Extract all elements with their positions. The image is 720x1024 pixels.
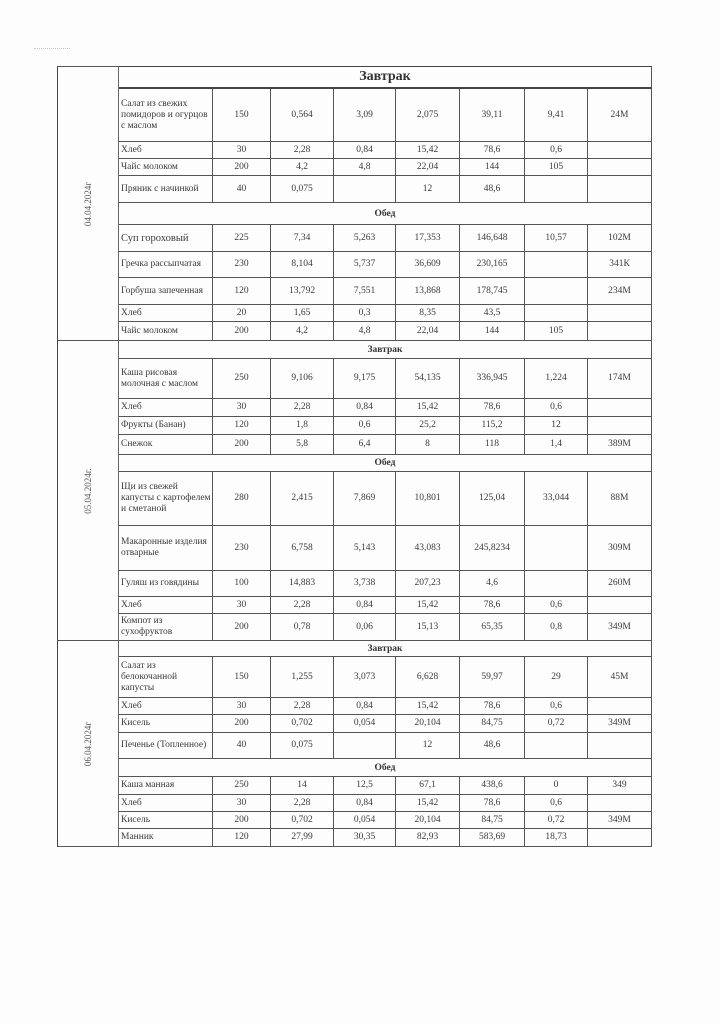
table-cell-recipe-number — [588, 597, 652, 614]
table-cell-portion: 200 — [213, 435, 271, 455]
table-cell-recipe-number — [588, 829, 652, 847]
table-cell-recipe-number: 349М — [588, 614, 652, 641]
table-cell-vitamin-c: 0,6 — [525, 142, 588, 159]
table-cell-recipe-number — [588, 795, 652, 812]
table-cell-dish-name: Чайс молоком — [119, 322, 213, 341]
table-cell-vitamin-c — [525, 278, 588, 305]
table-cell-calories: 39,11 — [460, 89, 525, 142]
table-cell-dish-name: Щи из свежей капусты с картофелем и сметаной — [119, 472, 213, 526]
table-cell-fat: 9,175 — [334, 359, 396, 399]
table-cell-protein: 4,2 — [271, 159, 334, 176]
table-cell-calories: 144 — [460, 322, 525, 341]
table-cell-portion: 225 — [213, 225, 271, 252]
table-cell-vitamin-c: 105 — [525, 159, 588, 176]
table-cell-fat — [334, 176, 396, 203]
table-cell-portion: 200 — [213, 159, 271, 176]
table-cell-fat: 3,09 — [334, 89, 396, 142]
meal-section-header: Завтрак — [119, 341, 652, 359]
table-cell-calories: 48,6 — [460, 733, 525, 759]
table-cell-carbohydrates: 8 — [396, 435, 460, 455]
table-cell-calories: 336,945 — [460, 359, 525, 399]
table-cell-fat: 0,054 — [334, 812, 396, 829]
table-cell-protein: 9,106 — [271, 359, 334, 399]
table-cell-portion: 230 — [213, 252, 271, 278]
table-cell-recipe-number: 102М — [588, 225, 652, 252]
table-cell-protein: 5,8 — [271, 435, 334, 455]
table-cell-recipe-number: 234М — [588, 278, 652, 305]
table-cell-dish-name: Макаронные изделия отварные — [119, 526, 213, 571]
table-cell-fat: 5,263 — [334, 225, 396, 252]
table-cell-protein: 14,883 — [271, 571, 334, 597]
table-cell-carbohydrates: 13,868 — [396, 278, 460, 305]
table-cell-dish-name: Печенье (Топленное) — [119, 733, 213, 759]
table-cell-calories: 144 — [460, 159, 525, 176]
table-cell-vitamin-c: 1,4 — [525, 435, 588, 455]
table-cell-protein: 0,78 — [271, 614, 334, 641]
table-cell-carbohydrates: 17,353 — [396, 225, 460, 252]
table-cell-recipe-number — [588, 733, 652, 759]
table-cell-dish-name: Чайс молоком — [119, 159, 213, 176]
table-cell-protein: 1,255 — [271, 657, 334, 698]
table-cell-portion: 20 — [213, 305, 271, 322]
table-cell-recipe-number: 45М — [588, 657, 652, 698]
table-cell-protein: 2,415 — [271, 472, 334, 526]
table-cell-fat: 0,84 — [334, 399, 396, 417]
table-cell-fat: 6,4 — [334, 435, 396, 455]
table-cell-portion: 40 — [213, 176, 271, 203]
table-cell-recipe-number — [588, 142, 652, 159]
table-cell-recipe-number — [588, 305, 652, 322]
table-cell-vitamin-c: 1,224 — [525, 359, 588, 399]
table-cell-recipe-number — [588, 399, 652, 417]
table-cell-dish-name: Фрукты (Банан) — [119, 417, 213, 435]
table-cell-dish-name: Хлеб — [119, 305, 213, 322]
table-cell-portion: 120 — [213, 829, 271, 847]
table-cell-protein: 2,28 — [271, 698, 334, 715]
table-cell-portion: 30 — [213, 597, 271, 614]
table-cell-calories: 48,6 — [460, 176, 525, 203]
table-cell-protein: 2,28 — [271, 399, 334, 417]
table-cell-carbohydrates: 15,42 — [396, 142, 460, 159]
date-column — [57, 66, 119, 341]
table-cell-portion: 30 — [213, 142, 271, 159]
table-cell-protein: 2,28 — [271, 795, 334, 812]
table-cell-protein: 27,99 — [271, 829, 334, 847]
table-cell-recipe-number: 24М — [588, 89, 652, 142]
table-cell-portion: 120 — [213, 417, 271, 435]
table-cell-carbohydrates: 22,04 — [396, 159, 460, 176]
table-cell-carbohydrates: 12 — [396, 176, 460, 203]
table-cell-carbohydrates: 15,42 — [396, 597, 460, 614]
table-cell-dish-name: Манник — [119, 829, 213, 847]
table-cell-protein: 7,34 — [271, 225, 334, 252]
table-cell-dish-name: Кисель — [119, 715, 213, 733]
table-cell-portion: 30 — [213, 698, 271, 715]
table-cell-calories: 84,75 — [460, 715, 525, 733]
table-cell-protein: 13,792 — [271, 278, 334, 305]
table-cell-vitamin-c — [525, 733, 588, 759]
date-column — [57, 641, 119, 847]
table-cell-protein: 8,104 — [271, 252, 334, 278]
table-cell-carbohydrates: 25,2 — [396, 417, 460, 435]
table-cell-calories: 125,04 — [460, 472, 525, 526]
table-cell-protein: 6,758 — [271, 526, 334, 571]
table-cell-carbohydrates: 15,42 — [396, 698, 460, 715]
table-cell-vitamin-c: 12 — [525, 417, 588, 435]
table-cell-fat: 0,054 — [334, 715, 396, 733]
table-cell-vitamin-c: 0,6 — [525, 399, 588, 417]
table-cell-carbohydrates: 10,801 — [396, 472, 460, 526]
table-cell-dish-name: Кисель — [119, 812, 213, 829]
table-cell-vitamin-c: 0,72 — [525, 715, 588, 733]
meal-section-header: Обед — [119, 455, 652, 472]
table-cell-portion: 250 — [213, 777, 271, 795]
table-cell-vitamin-c — [525, 305, 588, 322]
table-cell-carbohydrates: 82,93 — [396, 829, 460, 847]
table-cell-calories: 78,6 — [460, 698, 525, 715]
table-cell-recipe-number: 349М — [588, 715, 652, 733]
table-cell-vitamin-c: 0,72 — [525, 812, 588, 829]
table-cell-fat: 4,8 — [334, 159, 396, 176]
table-cell-carbohydrates: 20,104 — [396, 812, 460, 829]
table-cell-calories: 230,165 — [460, 252, 525, 278]
meal-section-header: Завтрак — [119, 66, 652, 89]
table-cell-calories: 78,6 — [460, 597, 525, 614]
table-cell-protein: 2,28 — [271, 597, 334, 614]
table-cell-dish-name: Компот из сухофруктов — [119, 614, 213, 641]
table-cell-vitamin-c: 0,6 — [525, 597, 588, 614]
table-cell-portion: 30 — [213, 399, 271, 417]
table-cell-fat: 0,84 — [334, 698, 396, 715]
table-cell-portion: 200 — [213, 614, 271, 641]
table-cell-protein: 1,65 — [271, 305, 334, 322]
table-cell-vitamin-c: 0 — [525, 777, 588, 795]
table-cell-calories: 178,745 — [460, 278, 525, 305]
table-cell-carbohydrates: 15,42 — [396, 795, 460, 812]
table-cell-calories: 245,8234 — [460, 526, 525, 571]
table-cell-vitamin-c: 105 — [525, 322, 588, 341]
table-cell-carbohydrates: 20,104 — [396, 715, 460, 733]
meal-section-header: Обед — [119, 759, 652, 777]
table-cell-calories: 438,6 — [460, 777, 525, 795]
table-cell-protein: 1,8 — [271, 417, 334, 435]
day-date: 04.04.2024г — [83, 181, 93, 226]
table-cell-vitamin-c — [525, 526, 588, 571]
table-cell-carbohydrates: 15,42 — [396, 399, 460, 417]
table-cell-portion: 280 — [213, 472, 271, 526]
table-cell-protein: 0,702 — [271, 715, 334, 733]
table-cell-dish-name: Горбуша запеченная — [119, 278, 213, 305]
table-cell-recipe-number — [588, 417, 652, 435]
table-cell-protein: 14 — [271, 777, 334, 795]
table-cell-recipe-number — [588, 159, 652, 176]
table-cell-fat: 12,5 — [334, 777, 396, 795]
table-cell-dish-name: Хлеб — [119, 597, 213, 614]
table-cell-protein: 0,702 — [271, 812, 334, 829]
table-cell-protein: 0,564 — [271, 89, 334, 142]
table-cell-portion: 200 — [213, 812, 271, 829]
table-cell-calories: 78,6 — [460, 399, 525, 417]
meal-section-header: Завтрак — [119, 641, 652, 657]
table-cell-portion: 250 — [213, 359, 271, 399]
table-cell-fat: 3,738 — [334, 571, 396, 597]
table-cell-recipe-number — [588, 698, 652, 715]
table-cell-portion: 40 — [213, 733, 271, 759]
table-cell-carbohydrates: 2,075 — [396, 89, 460, 142]
table-cell-calories: 78,6 — [460, 795, 525, 812]
table-cell-calories: 84,75 — [460, 812, 525, 829]
table-cell-calories: 115,2 — [460, 417, 525, 435]
table-cell-dish-name: Хлеб — [119, 399, 213, 417]
table-cell-fat: 5,737 — [334, 252, 396, 278]
table-cell-carbohydrates: 67,1 — [396, 777, 460, 795]
table-cell-carbohydrates: 12 — [396, 733, 460, 759]
table-cell-vitamin-c: 9,41 — [525, 89, 588, 142]
table-cell-fat: 0,84 — [334, 795, 396, 812]
day-date: 06.04.2024г — [83, 721, 93, 766]
table-cell-recipe-number: 389М — [588, 435, 652, 455]
table-cell-protein: 0,075 — [271, 733, 334, 759]
table-cell-recipe-number: 349М — [588, 812, 652, 829]
table-cell-carbohydrates: 8,35 — [396, 305, 460, 322]
table-cell-dish-name: Пряник с начинкой — [119, 176, 213, 203]
table-cell-portion: 150 — [213, 89, 271, 142]
table-cell-vitamin-c: 0,6 — [525, 698, 588, 715]
table-cell-portion: 200 — [213, 715, 271, 733]
table-cell-dish-name: Гуляш из говядины — [119, 571, 213, 597]
table-cell-fat: 0,06 — [334, 614, 396, 641]
table-cell-fat: 0,84 — [334, 142, 396, 159]
table-cell-carbohydrates: 15,13 — [396, 614, 460, 641]
table-cell-vitamin-c: 0,8 — [525, 614, 588, 641]
table-cell-calories: 78,6 — [460, 142, 525, 159]
table-cell-recipe-number: 349 — [588, 777, 652, 795]
table-cell-dish-name: Каша манная — [119, 777, 213, 795]
table-cell-fat: 30,35 — [334, 829, 396, 847]
table-cell-dish-name: Салат из белокочанной капусты — [119, 657, 213, 698]
table-cell-recipe-number: 309М — [588, 526, 652, 571]
meal-section-header: Обед — [119, 203, 652, 225]
table-cell-recipe-number: 341К — [588, 252, 652, 278]
table-cell-calories: 583,69 — [460, 829, 525, 847]
table-cell-vitamin-c: 18,73 — [525, 829, 588, 847]
table-cell-dish-name: Хлеб — [119, 795, 213, 812]
table-cell-fat: 0,6 — [334, 417, 396, 435]
table-cell-carbohydrates: 36,609 — [396, 252, 460, 278]
table-cell-carbohydrates: 6,628 — [396, 657, 460, 698]
day-date: 05.04.2024г. — [83, 467, 93, 514]
table-cell-fat: 7,869 — [334, 472, 396, 526]
table-cell-carbohydrates: 43,083 — [396, 526, 460, 571]
table-cell-protein: 0,075 — [271, 176, 334, 203]
table-cell-recipe-number: 174М — [588, 359, 652, 399]
table-cell-fat — [334, 733, 396, 759]
table-cell-vitamin-c: 0,6 — [525, 795, 588, 812]
table-cell-protein: 2,28 — [271, 142, 334, 159]
table-cell-vitamin-c — [525, 571, 588, 597]
table-cell-fat: 5,143 — [334, 526, 396, 571]
table-cell-vitamin-c: 10,57 — [525, 225, 588, 252]
table-cell-vitamin-c: 33,044 — [525, 472, 588, 526]
table-cell-calories: 118 — [460, 435, 525, 455]
table-cell-recipe-number — [588, 176, 652, 203]
table-cell-portion: 120 — [213, 278, 271, 305]
table-cell-portion: 200 — [213, 322, 271, 341]
table-cell-fat: 3,073 — [334, 657, 396, 698]
table-cell-recipe-number: 88М — [588, 472, 652, 526]
table-cell-carbohydrates: 54,135 — [396, 359, 460, 399]
table-cell-recipe-number — [588, 322, 652, 341]
table-cell-protein: 4,2 — [271, 322, 334, 341]
table-cell-calories: 65,35 — [460, 614, 525, 641]
table-cell-dish-name: Каша рисовая молочная с маслом — [119, 359, 213, 399]
table-cell-portion: 230 — [213, 526, 271, 571]
table-cell-portion: 150 — [213, 657, 271, 698]
table-cell-dish-name: Салат из свежих помидоров и огурцов с маслом — [119, 89, 213, 142]
table-cell-calories: 59,97 — [460, 657, 525, 698]
table-cell-portion: 100 — [213, 571, 271, 597]
table-cell-dish-name: Суп гороховый — [119, 225, 213, 252]
table-cell-vitamin-c — [525, 176, 588, 203]
table-cell-vitamin-c — [525, 252, 588, 278]
table-cell-carbohydrates: 22,04 — [396, 322, 460, 341]
table-cell-recipe-number: 260М — [588, 571, 652, 597]
table-cell-dish-name: Гречка рассыпчатая — [119, 252, 213, 278]
table-cell-dish-name: Хлеб — [119, 698, 213, 715]
table-cell-dish-name: Хлеб — [119, 142, 213, 159]
table-cell-dish-name: Снежок — [119, 435, 213, 455]
date-column — [57, 341, 119, 641]
table-cell-fat: 4,8 — [334, 322, 396, 341]
table-cell-carbohydrates: 207,23 — [396, 571, 460, 597]
table-cell-portion: 30 — [213, 795, 271, 812]
table-cell-fat: 0,84 — [334, 597, 396, 614]
table-cell-fat: 7,551 — [334, 278, 396, 305]
table-cell-calories: 146,648 — [460, 225, 525, 252]
table-cell-calories: 4,6 — [460, 571, 525, 597]
table-cell-fat: 0,3 — [334, 305, 396, 322]
table-cell-vitamin-c: 29 — [525, 657, 588, 698]
table-cell-calories: 43,5 — [460, 305, 525, 322]
